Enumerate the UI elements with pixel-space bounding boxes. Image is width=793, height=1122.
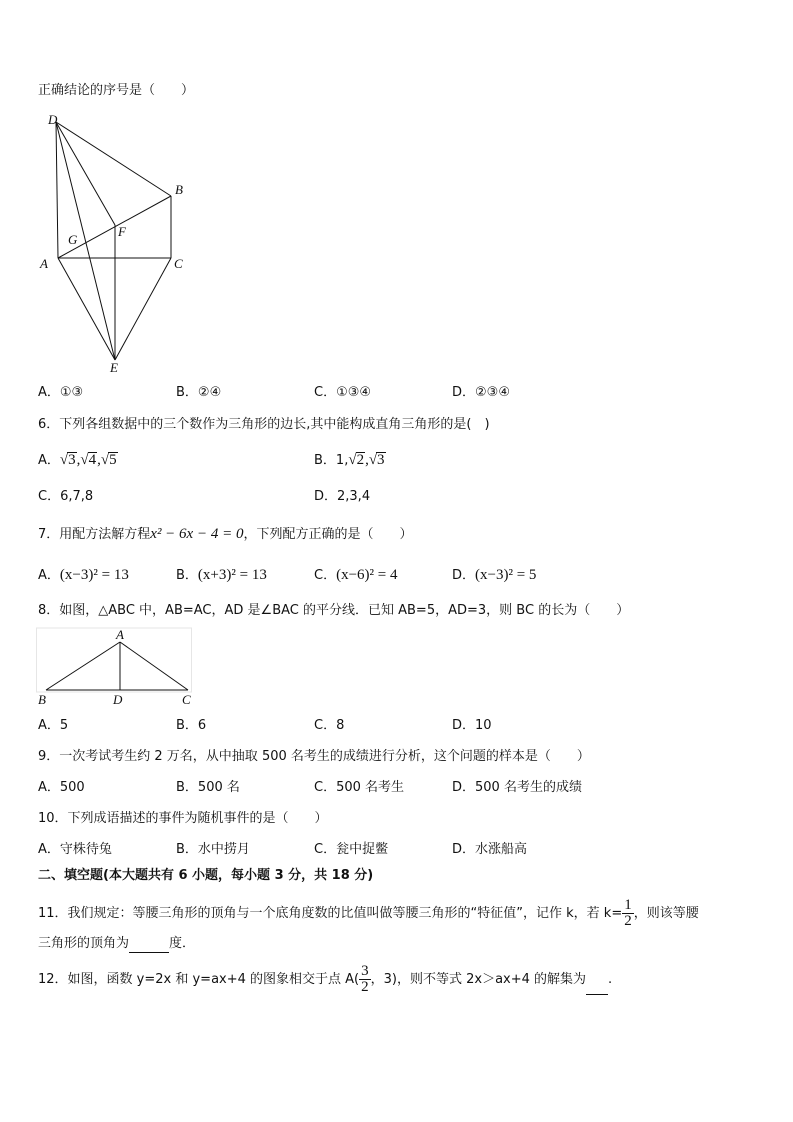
q11-line2-post: 度． [169, 936, 196, 951]
label-E: E [110, 360, 118, 375]
label-B: B [175, 182, 183, 197]
label-G: G [68, 232, 78, 247]
q7-c-label: C． [314, 568, 337, 583]
sqrt-5: 5 [109, 452, 117, 468]
q7-stem [38, 526, 412, 543]
q6-option-a-label: A． [38, 453, 60, 468]
q11-frac-den: 2 [624, 913, 632, 929]
q7-option-d [452, 567, 536, 584]
label-A8: A [116, 627, 124, 642]
label-D8: D [113, 692, 123, 707]
q6-stem: 6．下列各组数据中的三个数作为三角形的边长,其中能构成直角三角形的是( ) [38, 417, 490, 432]
q10-stem: 10．下列成语描述的事件为随机事件的是（ ） [38, 811, 328, 826]
q10-option-d: D．水涨船高 [452, 842, 528, 857]
sqrt-3b: 3 [377, 452, 385, 468]
q8-figure [36, 626, 196, 710]
q11-line1-pre: 11．我们规定：等腰三角形的顶角与一个底角度数的比值叫做等腰三角形的“特征值”，记作 k，若 k= [38, 906, 623, 921]
q11-fraction [622, 898, 634, 929]
q11-line2 [38, 936, 195, 953]
q7-option-b [176, 567, 267, 584]
q11-line2-pre: 三角形的顶角为 [38, 936, 130, 951]
q8-option-b: B．6 [176, 718, 207, 733]
label-C8: C [182, 692, 191, 707]
q11-line1-post: ，则该等腰 [633, 906, 699, 921]
q5-stem: 正确结论的序号是（ ） [38, 83, 195, 98]
q7-a-expr: (x−3)² = 13 [59, 567, 129, 583]
label-A: A [40, 256, 48, 271]
q11-line1 [38, 898, 699, 929]
q11-frac-num: 1 [624, 897, 632, 913]
q6-option-c: C．6,7,8 [38, 489, 94, 504]
q7-stem-pre: 7．用配方法解方程 [38, 527, 151, 542]
q9-stem: 9．一次考试考生约 2 万名，从中抽取 500 名考生的成绩进行分析，这个问题的样本是（ ） [38, 749, 590, 764]
sqrt-2: 2 [356, 452, 365, 468]
q8-stem: 8．如图，△ABC 中，AB=AC，AD 是∠BAC 的平分线．已知 AB=5，AD=3，则 BC 的长为（ ） [38, 603, 630, 618]
q5-option-c: C．①③④ [314, 385, 372, 400]
q7-equation: x² − 6x − 4 = 0 [150, 526, 244, 542]
q7-b-label: B． [176, 568, 198, 583]
q12-answer-blank[interactable] [586, 966, 608, 995]
q7-option-a [38, 567, 129, 584]
q7-d-label: D． [452, 568, 476, 583]
q12-pre: 12．如图，函数 y=2x 和 y=ax+4 的图象相交于点 A( [38, 972, 360, 987]
q5-figure [36, 108, 196, 378]
q8-option-d: D．10 [452, 718, 492, 733]
sqrt-3: 3 [68, 452, 76, 468]
q12-post: ，3)，则不等式 2x＞ax+4 的解集为 [370, 972, 587, 987]
label-C: C [174, 256, 183, 271]
q6-option-a: A．√3,√4,√5 [38, 452, 117, 468]
q12-frac-num: 3 [361, 963, 369, 979]
q6-option-b-label: B．1, [314, 453, 349, 468]
q5-option-a: A．①③ [38, 385, 84, 400]
q9-option-b: B．500 名 [176, 780, 240, 795]
q7-option-c [314, 567, 397, 584]
label-F: F [118, 224, 126, 239]
q10-option-a: A．守株待兔 [38, 842, 112, 857]
q6-option-d: D．2,3,4 [314, 489, 371, 504]
q5-option-b: B．②④ [176, 385, 222, 400]
q10-option-b: B．水中捞月 [176, 842, 250, 857]
q6-option-b: B．1,√2,√3 [314, 452, 385, 468]
q8-option-a: A．5 [38, 718, 69, 733]
q12-frac-den: 2 [361, 979, 369, 995]
q10-option-c: C．瓮中捉鳖 [314, 842, 389, 857]
q7-a-label: A． [38, 568, 60, 583]
label-D: D [48, 112, 58, 127]
q7-b-expr: (x+3)² = 13 [197, 567, 267, 583]
section-2-title: 二、填空题(本大题共有 6 小题，每小题 3 分，共 18 分) [38, 868, 374, 883]
q7-c-expr: (x−6)² = 4 [336, 567, 398, 583]
q5-option-d: D．②③④ [452, 385, 510, 400]
q12-fraction [359, 964, 371, 995]
q11-answer-blank[interactable] [129, 936, 169, 953]
q9-option-d: D．500 名考生的成绩 [452, 780, 582, 795]
label-B8: B [38, 692, 46, 707]
q7-stem-post: ，下列配方正确的是（ ） [243, 527, 413, 542]
q12-line [38, 964, 612, 995]
q8-option-c: C．8 [314, 718, 345, 733]
sqrt-4: 4 [88, 452, 97, 468]
q7-d-expr: (x−3)² = 5 [475, 567, 537, 583]
q9-option-c: C．500 名考生 [314, 780, 405, 795]
q12-end: . [608, 972, 613, 987]
q9-option-a: A．500 [38, 780, 85, 795]
